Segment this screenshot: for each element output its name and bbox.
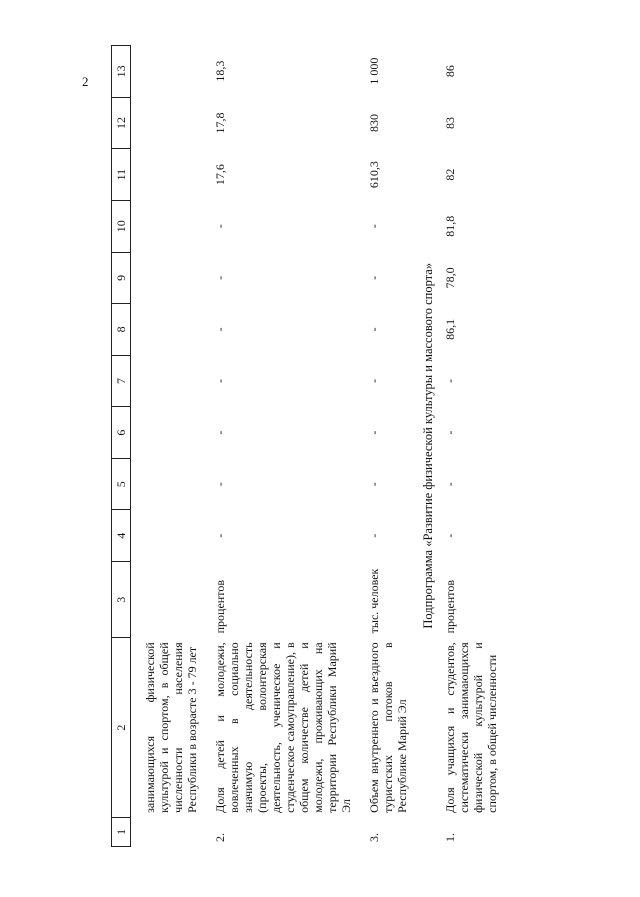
column-header: 10 <box>112 200 131 252</box>
column-number-row <box>112 46 131 847</box>
value-cell <box>131 304 202 356</box>
value-cell: - <box>367 327 381 332</box>
value-cell: - <box>367 379 381 383</box>
row-number: 3. <box>367 833 381 842</box>
value-cell: 83 <box>443 117 457 130</box>
page-number: 2 <box>82 74 89 89</box>
unit: тыс. человек <box>367 568 381 634</box>
unit: процентов <box>213 580 227 634</box>
value-cell <box>131 97 202 149</box>
column-header: 12 <box>112 97 131 149</box>
value-cell: 18,3 <box>213 60 227 82</box>
value-cell: - <box>367 224 381 229</box>
value-cell <box>131 407 202 459</box>
value-cell: - <box>443 533 457 538</box>
value-cell: - <box>213 482 227 487</box>
indicator-name: занимающихся физической культурой и спортом, в общей численности населения Республики в возрасте 3 - 79 лет <box>143 642 199 813</box>
value-cell: 1 000 <box>367 57 381 85</box>
column-header: 13 <box>112 46 131 98</box>
value-cell: 17,8 <box>213 112 227 134</box>
indicators-table <box>111 45 501 847</box>
column-header: 4 <box>112 510 131 562</box>
value-cell: - <box>443 430 457 435</box>
table-row <box>131 46 202 847</box>
value-cell: - <box>367 430 381 435</box>
value-cell: 17,6 <box>213 164 227 186</box>
column-header: 8 <box>112 304 131 356</box>
column-header: 6 <box>112 407 131 459</box>
value-cell: - <box>367 533 381 538</box>
row-number <box>131 817 202 846</box>
value-cell: 82 <box>443 168 457 181</box>
value-cell: - <box>213 430 227 435</box>
column-header: 5 <box>112 458 131 510</box>
value-cell <box>131 252 202 304</box>
value-cell: - <box>213 379 227 383</box>
value-cell: - <box>213 275 227 280</box>
row-number: 2. <box>213 833 227 842</box>
indicator-name: Объем внутреннего и въездного туристских потоков в Республике Марий Эл <box>367 642 409 813</box>
value-cell: - <box>443 379 457 383</box>
column-header: 3 <box>112 562 131 638</box>
value-cell: - <box>367 482 381 487</box>
value-cell <box>131 510 202 562</box>
table-row <box>355 46 411 847</box>
table-row <box>201 46 355 847</box>
value-cell <box>131 355 202 407</box>
value-cell: - <box>213 327 227 332</box>
value-cell: 86 <box>443 65 457 78</box>
subprogram-heading-row <box>411 46 441 847</box>
value-cell: 86,1 <box>443 318 457 340</box>
value-cell <box>131 149 202 201</box>
value-cell <box>131 200 202 252</box>
rotated-page <box>111 45 521 847</box>
indicator-name: Доля учащихся и студентов, систематически занимающихся физической культурой и спортом, в общей численности <box>443 642 499 813</box>
value-cell: 610,3 <box>367 161 381 189</box>
subprogram-title: Подпрограмма «Развитие физической культуры и массового спорта» <box>421 262 435 629</box>
value-cell: - <box>443 482 457 487</box>
column-header: 9 <box>112 252 131 304</box>
value-cell: 78,0 <box>443 267 457 289</box>
column-header: 2 <box>112 638 131 817</box>
unit: процентов <box>443 580 457 634</box>
column-header: 11 <box>112 149 131 201</box>
table-row <box>441 46 501 847</box>
value-cell: 830 <box>367 114 381 133</box>
value-cell: 81,8 <box>443 215 457 237</box>
value-cell: - <box>213 533 227 538</box>
value-cell <box>131 458 202 510</box>
column-header: 7 <box>112 355 131 407</box>
indicator-name: Доля детей и молодежи, вовлеченных в социально значимую деятельность (проекты, волонтерская деятельность, ученическое и студенческое самоуправление), в общем количестве детей и молодежи, проживающих на территории Республики Марий Эл <box>213 642 353 813</box>
value-cell <box>131 46 202 98</box>
column-header: 1 <box>112 817 131 846</box>
row-number: 1. <box>443 833 457 842</box>
unit <box>131 562 202 638</box>
value-cell: - <box>213 224 227 229</box>
value-cell: - <box>367 275 381 280</box>
